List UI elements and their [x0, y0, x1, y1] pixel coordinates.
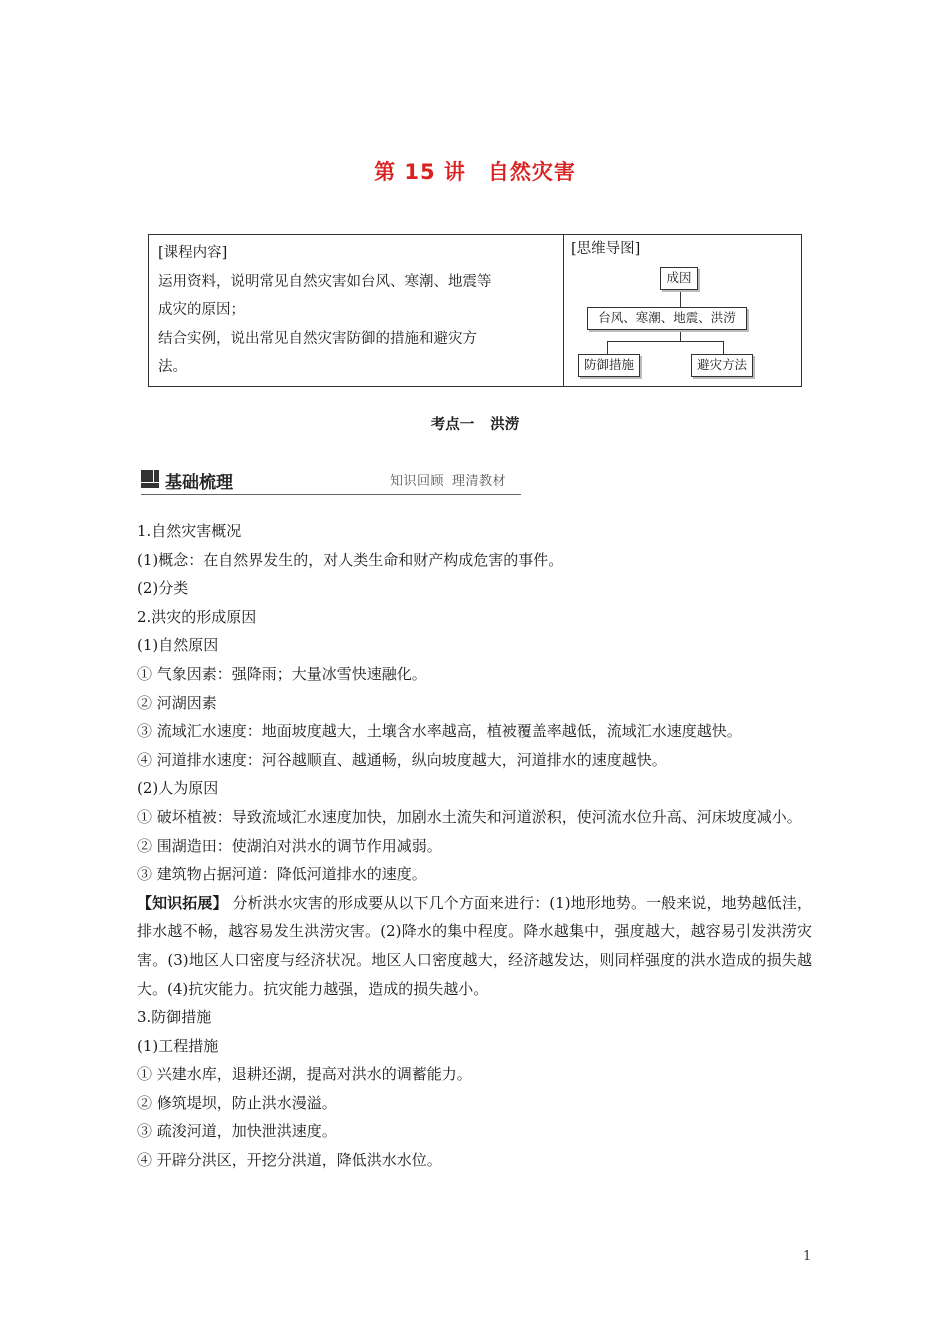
- mindmap-connector: [607, 341, 608, 354]
- course-content-cell: [149, 235, 564, 386]
- section-subtitle-1: 知识回顾: [390, 474, 445, 489]
- course-line: 成灾的原因；: [158, 302, 245, 318]
- text-line: ② 围湖造田：使湖泊对洪水的调节作用减弱。: [137, 836, 442, 855]
- section-title: 基础梳理: [165, 473, 233, 493]
- section-block-icon: [141, 470, 159, 488]
- exam-point-title: [0, 413, 950, 434]
- extension-label: 【知识拓展】: [137, 893, 228, 912]
- mindmap-connector: [723, 341, 724, 354]
- text-line: ① 气象因素：强降雨；大量冰雪快速融化。: [137, 664, 427, 683]
- mindmap-cell: [564, 235, 801, 386]
- text-line: ① 兴建水库，退耕还湖，提高对洪水的调蓄能力。: [137, 1065, 472, 1084]
- text-line: ③ 疏浚河道，加快泄洪速度。: [137, 1122, 337, 1141]
- text-line: ③ 建筑物占据河道：降低河道排水的速度。: [137, 865, 427, 884]
- course-table: [148, 234, 802, 387]
- course-line: 结合实例，说出常见自然灾害防御的措施和避灾方: [158, 330, 477, 347]
- section-subtitle: [390, 470, 506, 489]
- heading-line: 3.防御措施: [137, 1008, 212, 1027]
- text-line: (2)分类: [137, 579, 189, 598]
- text-line: (1)工程措施: [137, 1036, 219, 1055]
- section-header: [141, 468, 521, 496]
- title-topic: 自然灾害: [487, 160, 576, 184]
- heading-line: 2.洪灾的形成原因: [137, 607, 257, 626]
- text-paragraph: ① 破坏植被：导致流域汇水速度加快，加剧水土流失和河道淤积，使河流水位升高、河床坡度减小。: [137, 807, 802, 826]
- mindmap-connector: [680, 290, 681, 307]
- section-subtitle-2: 理清教材: [452, 474, 507, 489]
- mindmap-header: [思维导图]: [571, 241, 641, 257]
- heading-line: 1.自然灾害概况: [137, 522, 242, 540]
- text-line: ③ 流域汇水速度：地面坡度越大，土壤含水率越高，植被覆盖率越低，流域汇水速度越快。: [137, 722, 742, 741]
- course-header: [课程内容]: [158, 245, 228, 261]
- text-line: ② 修筑堤坝，防止洪水漫溢。: [137, 1093, 337, 1112]
- page-title: [0, 156, 950, 186]
- mindmap-node-middle: 台风、寒潮、地震、洪涝: [587, 307, 747, 330]
- mindmap-connector: [680, 329, 681, 341]
- title-lecture: 第 15 讲: [374, 160, 466, 184]
- text-line: (1)概念：在自然界发生的，对人类生命和财产构成危害的事件。: [137, 550, 564, 569]
- extension-text: 分析洪水灾害的形成要从以下几个方面来进行：(1)地形地势。一般来说，地势越低洼，排水越不畅，越容易发生洪涝灾害。(2)降水的集中程度。降水越集中，强度越大，越容易引发洪涝灾害。(3)地区人口密度与经济状况。地区人口密度越大，经济越发达，则同样强度的洪水造成的损失越大。(4)抗灾能力。抗灾能力越强，造成的损失越小。: [137, 893, 812, 998]
- course-line: 法。: [158, 359, 187, 375]
- course-line: 运用资料，说明常见自然灾害如台风、寒潮、地震等: [158, 273, 492, 290]
- mindmap-node-left: 防御措施: [578, 354, 640, 377]
- main-content: [137, 517, 812, 1175]
- text-line: ② 河湖因素: [137, 693, 217, 712]
- text-line: ④ 开辟分洪区，开挖分洪道，降低洪水水位。: [137, 1151, 442, 1170]
- text-line: (2)人为原因: [137, 779, 219, 798]
- mindmap-connector: [607, 341, 723, 342]
- mindmap-node-root: 成因: [660, 267, 698, 290]
- text-line: (1)自然原因: [137, 636, 219, 655]
- exam-point-number: 考点一: [430, 417, 475, 433]
- page-number: 1: [803, 1249, 812, 1264]
- knowledge-extension: [137, 889, 812, 1003]
- mindmap-node-right: 避灾方法: [691, 354, 753, 377]
- exam-point-topic: 洪涝: [490, 417, 520, 433]
- text-line: ④ 河道排水速度：河谷越顺直、越通畅，纵向坡度越大，河道排水的速度越快。: [137, 750, 667, 769]
- section-divider: [141, 494, 521, 495]
